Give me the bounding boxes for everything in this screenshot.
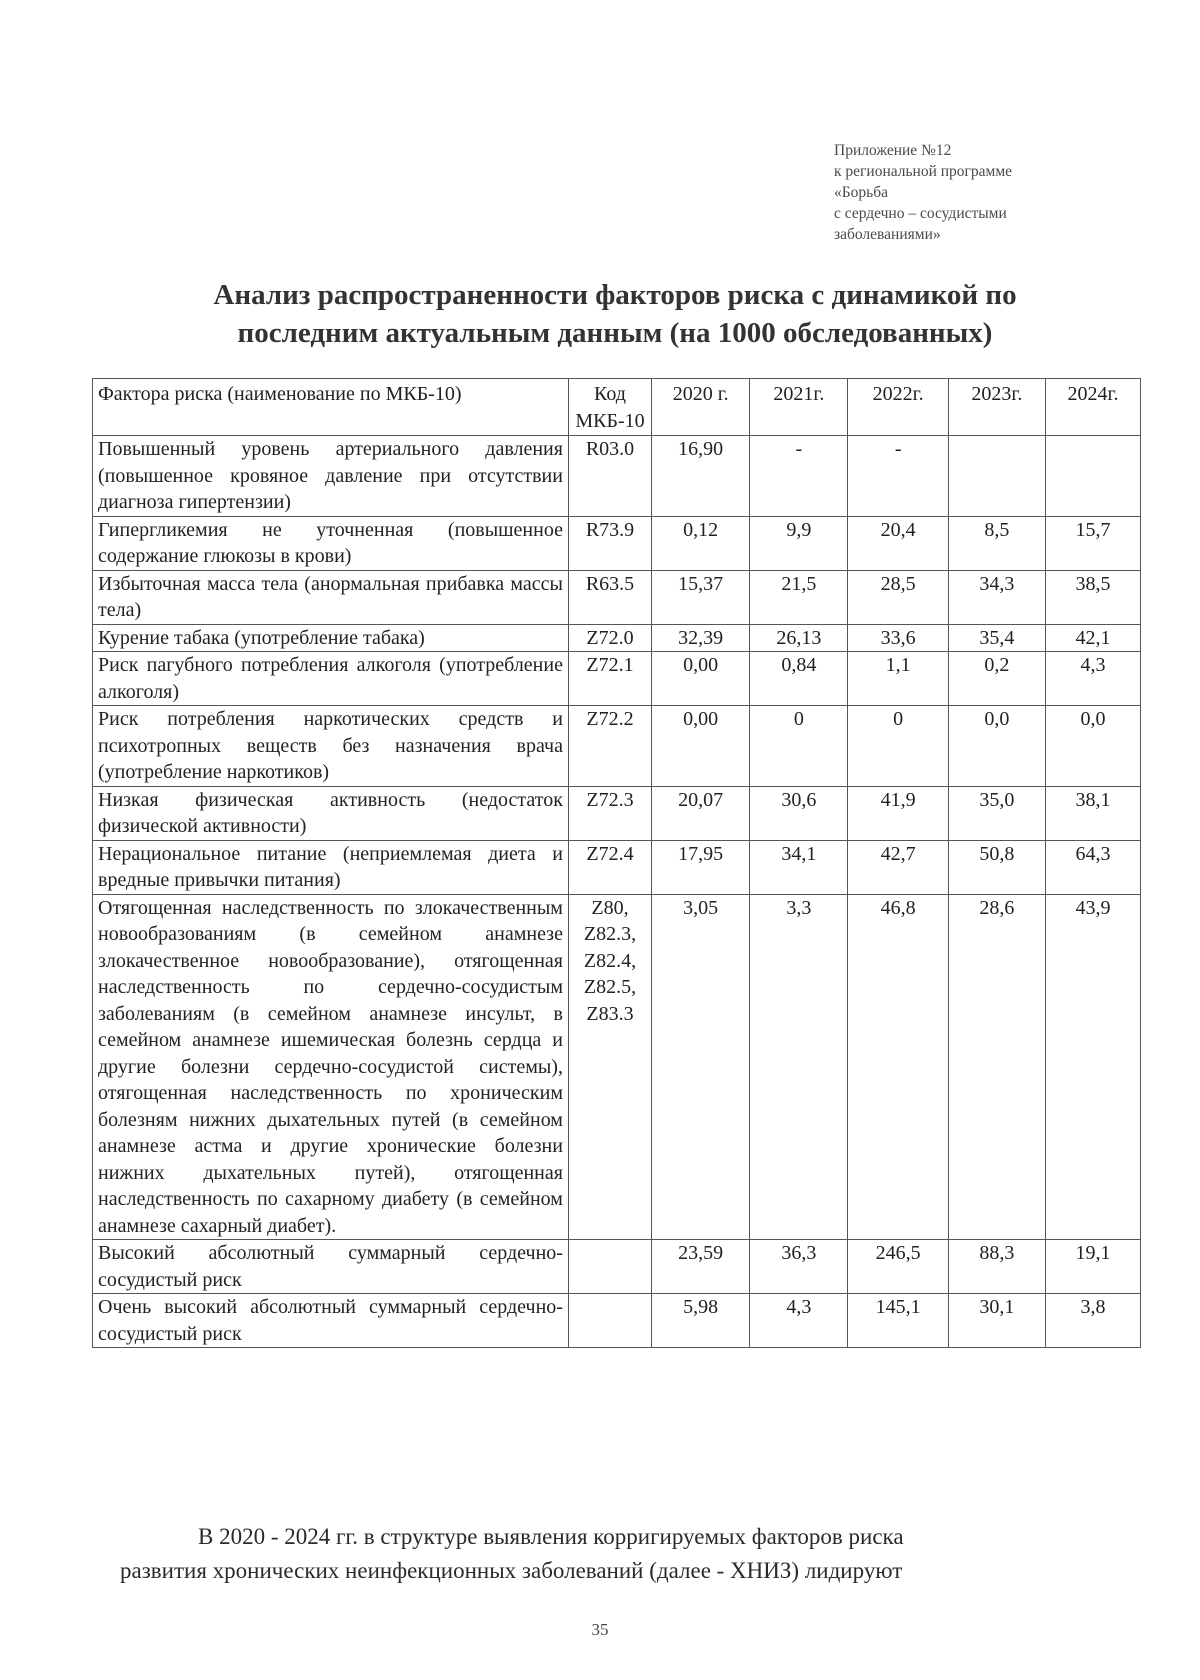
cell-2024: 3,8	[1045, 1294, 1140, 1348]
cell-code: R63.5	[568, 570, 651, 624]
cell-2020: 0,00	[652, 706, 750, 787]
cell-factor: Избыточная масса тела (анормальная прибавка массы тела)	[93, 570, 569, 624]
cell-2020: 0,12	[652, 516, 750, 570]
cell-code: Z72.4	[568, 840, 651, 894]
cell-2020: 0,00	[652, 652, 750, 706]
cell-code: Z72.3	[568, 786, 651, 840]
header-2023: 2023г.	[948, 379, 1045, 436]
cell-2021: 26,13	[750, 624, 848, 652]
cell-2022: 42,7	[848, 840, 948, 894]
title-line: Анализ распространенности факторов риска с динамикой по	[213, 279, 1017, 311]
cell-factor: Риск потребления наркотических средств и психотропных веществ без назначения врача (употребление наркотиков)	[93, 706, 569, 787]
cell-2020: 20,07	[652, 786, 750, 840]
appendix-note	[834, 140, 1134, 245]
cell-2021: 4,3	[750, 1294, 848, 1348]
appendix-line: к региональной программе	[834, 163, 1013, 180]
cell-2024: 19,1	[1045, 1240, 1140, 1294]
cell-2023	[948, 436, 1045, 517]
cell-code	[568, 1240, 651, 1294]
cell-factor: Нерациональное питание (неприемлемая диета и вредные привычки питания)	[93, 840, 569, 894]
cell-factor: Отягощенная наследственность по злокачественным новообразованиям (в семейном анамнезе злокачественное новообразование), отягощенная наследственность по сердечно-сосудистым заболеваниям (в семейном анамнезе инсульт, в семейном анамнезе ишемическая болезнь сердца и другие болезни сердечно-сосудистой системы), отягощенная наследственность по хроническим болезням нижних дыхательных путей (в семейном анамнезе астма и другие хронические болезни нижних дыхательных путей), отягощенная наследственность по сахарному диабету (в семейном анамнезе сахарный диабет).	[93, 894, 569, 1240]
page-number: 35	[591, 1620, 609, 1639]
table-row	[93, 840, 1141, 894]
cell-2021: 21,5	[750, 570, 848, 624]
cell-code: Z72.2	[568, 706, 651, 787]
cell-2021: 3,3	[750, 894, 848, 1240]
cell-2020: 17,95	[652, 840, 750, 894]
header-factor: Фактора риска (наименование по МКБ-10)	[93, 379, 569, 436]
header-2022: 2022г.	[848, 379, 948, 436]
cell-2021: 34,1	[750, 840, 848, 894]
cell-2020: 15,37	[652, 570, 750, 624]
paragraph-line: В 2020 - 2024 гг. в структуре выявления корригируемых факторов риска	[198, 1524, 904, 1549]
table-row	[93, 570, 1141, 624]
cell-2020: 23,59	[652, 1240, 750, 1294]
table-header-row	[93, 379, 1141, 436]
risk-factors-table	[92, 378, 1141, 1348]
header-2020: 2020 г.	[652, 379, 750, 436]
header-code: Код МКБ-10	[568, 379, 651, 436]
cell-2023: 88,3	[948, 1240, 1045, 1294]
cell-factor: Гипергликемия не уточненная (повышенное содержание глюкозы в крови)	[93, 516, 569, 570]
appendix-line: «Борьба	[834, 184, 888, 201]
cell-factor: Повышенный уровень артериального давления (повышенное кровяное давление при отсутствии диагноза гипертензии)	[93, 436, 569, 517]
cell-factor: Низкая физическая активность (недостаток физической активности)	[93, 786, 569, 840]
cell-code: Z72.0	[568, 624, 651, 652]
cell-factor: Очень высокий абсолютный суммарный сердечно-сосудистый риск	[93, 1294, 569, 1348]
header-2024: 2024г.	[1045, 379, 1140, 436]
table-row	[93, 652, 1141, 706]
cell-2022: 46,8	[848, 894, 948, 1240]
cell-2023: 0,0	[948, 706, 1045, 787]
cell-code	[568, 1294, 651, 1348]
title-line: последним актуальным данным (на 1000 обследованных)	[237, 317, 993, 349]
cell-2022: 41,9	[848, 786, 948, 840]
paragraph-line: развития хронических неинфекционных заболеваний (далее - ХНИЗ) лидируют	[120, 1558, 903, 1583]
cell-2021: 0	[750, 706, 848, 787]
cell-2022: 246,5	[848, 1240, 948, 1294]
appendix-line: Приложение №12	[834, 142, 952, 159]
cell-2023: 30,1	[948, 1294, 1045, 1348]
table-row	[93, 1294, 1141, 1348]
cell-code: R73.9	[568, 516, 651, 570]
cell-2021: 9,9	[750, 516, 848, 570]
cell-2021: 0,84	[750, 652, 848, 706]
cell-2024: 15,7	[1045, 516, 1140, 570]
cell-2023: 35,0	[948, 786, 1045, 840]
cell-2020: 3,05	[652, 894, 750, 1240]
cell-2024: 38,5	[1045, 570, 1140, 624]
cell-2024	[1045, 436, 1140, 517]
table-row	[93, 706, 1141, 787]
cell-2022: 145,1	[848, 1294, 948, 1348]
cell-2020: 16,90	[652, 436, 750, 517]
cell-2022: -	[848, 436, 948, 517]
cell-2020: 5,98	[652, 1294, 750, 1348]
table-row	[93, 516, 1141, 570]
cell-2024: 42,1	[1045, 624, 1140, 652]
page-title	[90, 276, 1140, 352]
table-row	[93, 1240, 1141, 1294]
cell-code: Z72.1	[568, 652, 651, 706]
cell-2023: 0,2	[948, 652, 1045, 706]
cell-code: Z80, Z82.3, Z82.4, Z82.5, Z83.3	[568, 894, 651, 1240]
table-row	[93, 436, 1141, 517]
cell-2022: 33,6	[848, 624, 948, 652]
cell-2024: 38,1	[1045, 786, 1140, 840]
cell-2021: 30,6	[750, 786, 848, 840]
cell-2024: 64,3	[1045, 840, 1140, 894]
cell-2023: 34,3	[948, 570, 1045, 624]
cell-2023: 35,4	[948, 624, 1045, 652]
body-paragraph	[120, 1520, 1080, 1588]
table-row	[93, 624, 1141, 652]
cell-2022: 0	[848, 706, 948, 787]
cell-2021: -	[750, 436, 848, 517]
cell-factor: Высокий абсолютный суммарный сердечно-сосудистый риск	[93, 1240, 569, 1294]
appendix-line: с сердечно – сосудистыми	[834, 205, 1007, 222]
cell-2023: 8,5	[948, 516, 1045, 570]
cell-factor: Риск пагубного потребления алкоголя (употребление алкоголя)	[93, 652, 569, 706]
cell-code: R03.0	[568, 436, 651, 517]
table-row	[93, 786, 1141, 840]
appendix-line: заболеваниями»	[834, 226, 941, 243]
cell-2020: 32,39	[652, 624, 750, 652]
cell-2024: 43,9	[1045, 894, 1140, 1240]
cell-2023: 50,8	[948, 840, 1045, 894]
cell-2022: 28,5	[848, 570, 948, 624]
cell-2024: 4,3	[1045, 652, 1140, 706]
cell-2024: 0,0	[1045, 706, 1140, 787]
cell-factor: Курение табака (употребление табака)	[93, 624, 569, 652]
cell-2023: 28,6	[948, 894, 1045, 1240]
cell-2022: 20,4	[848, 516, 948, 570]
header-2021: 2021г.	[750, 379, 848, 436]
cell-2021: 36,3	[750, 1240, 848, 1294]
table-row	[93, 894, 1141, 1240]
cell-2022: 1,1	[848, 652, 948, 706]
